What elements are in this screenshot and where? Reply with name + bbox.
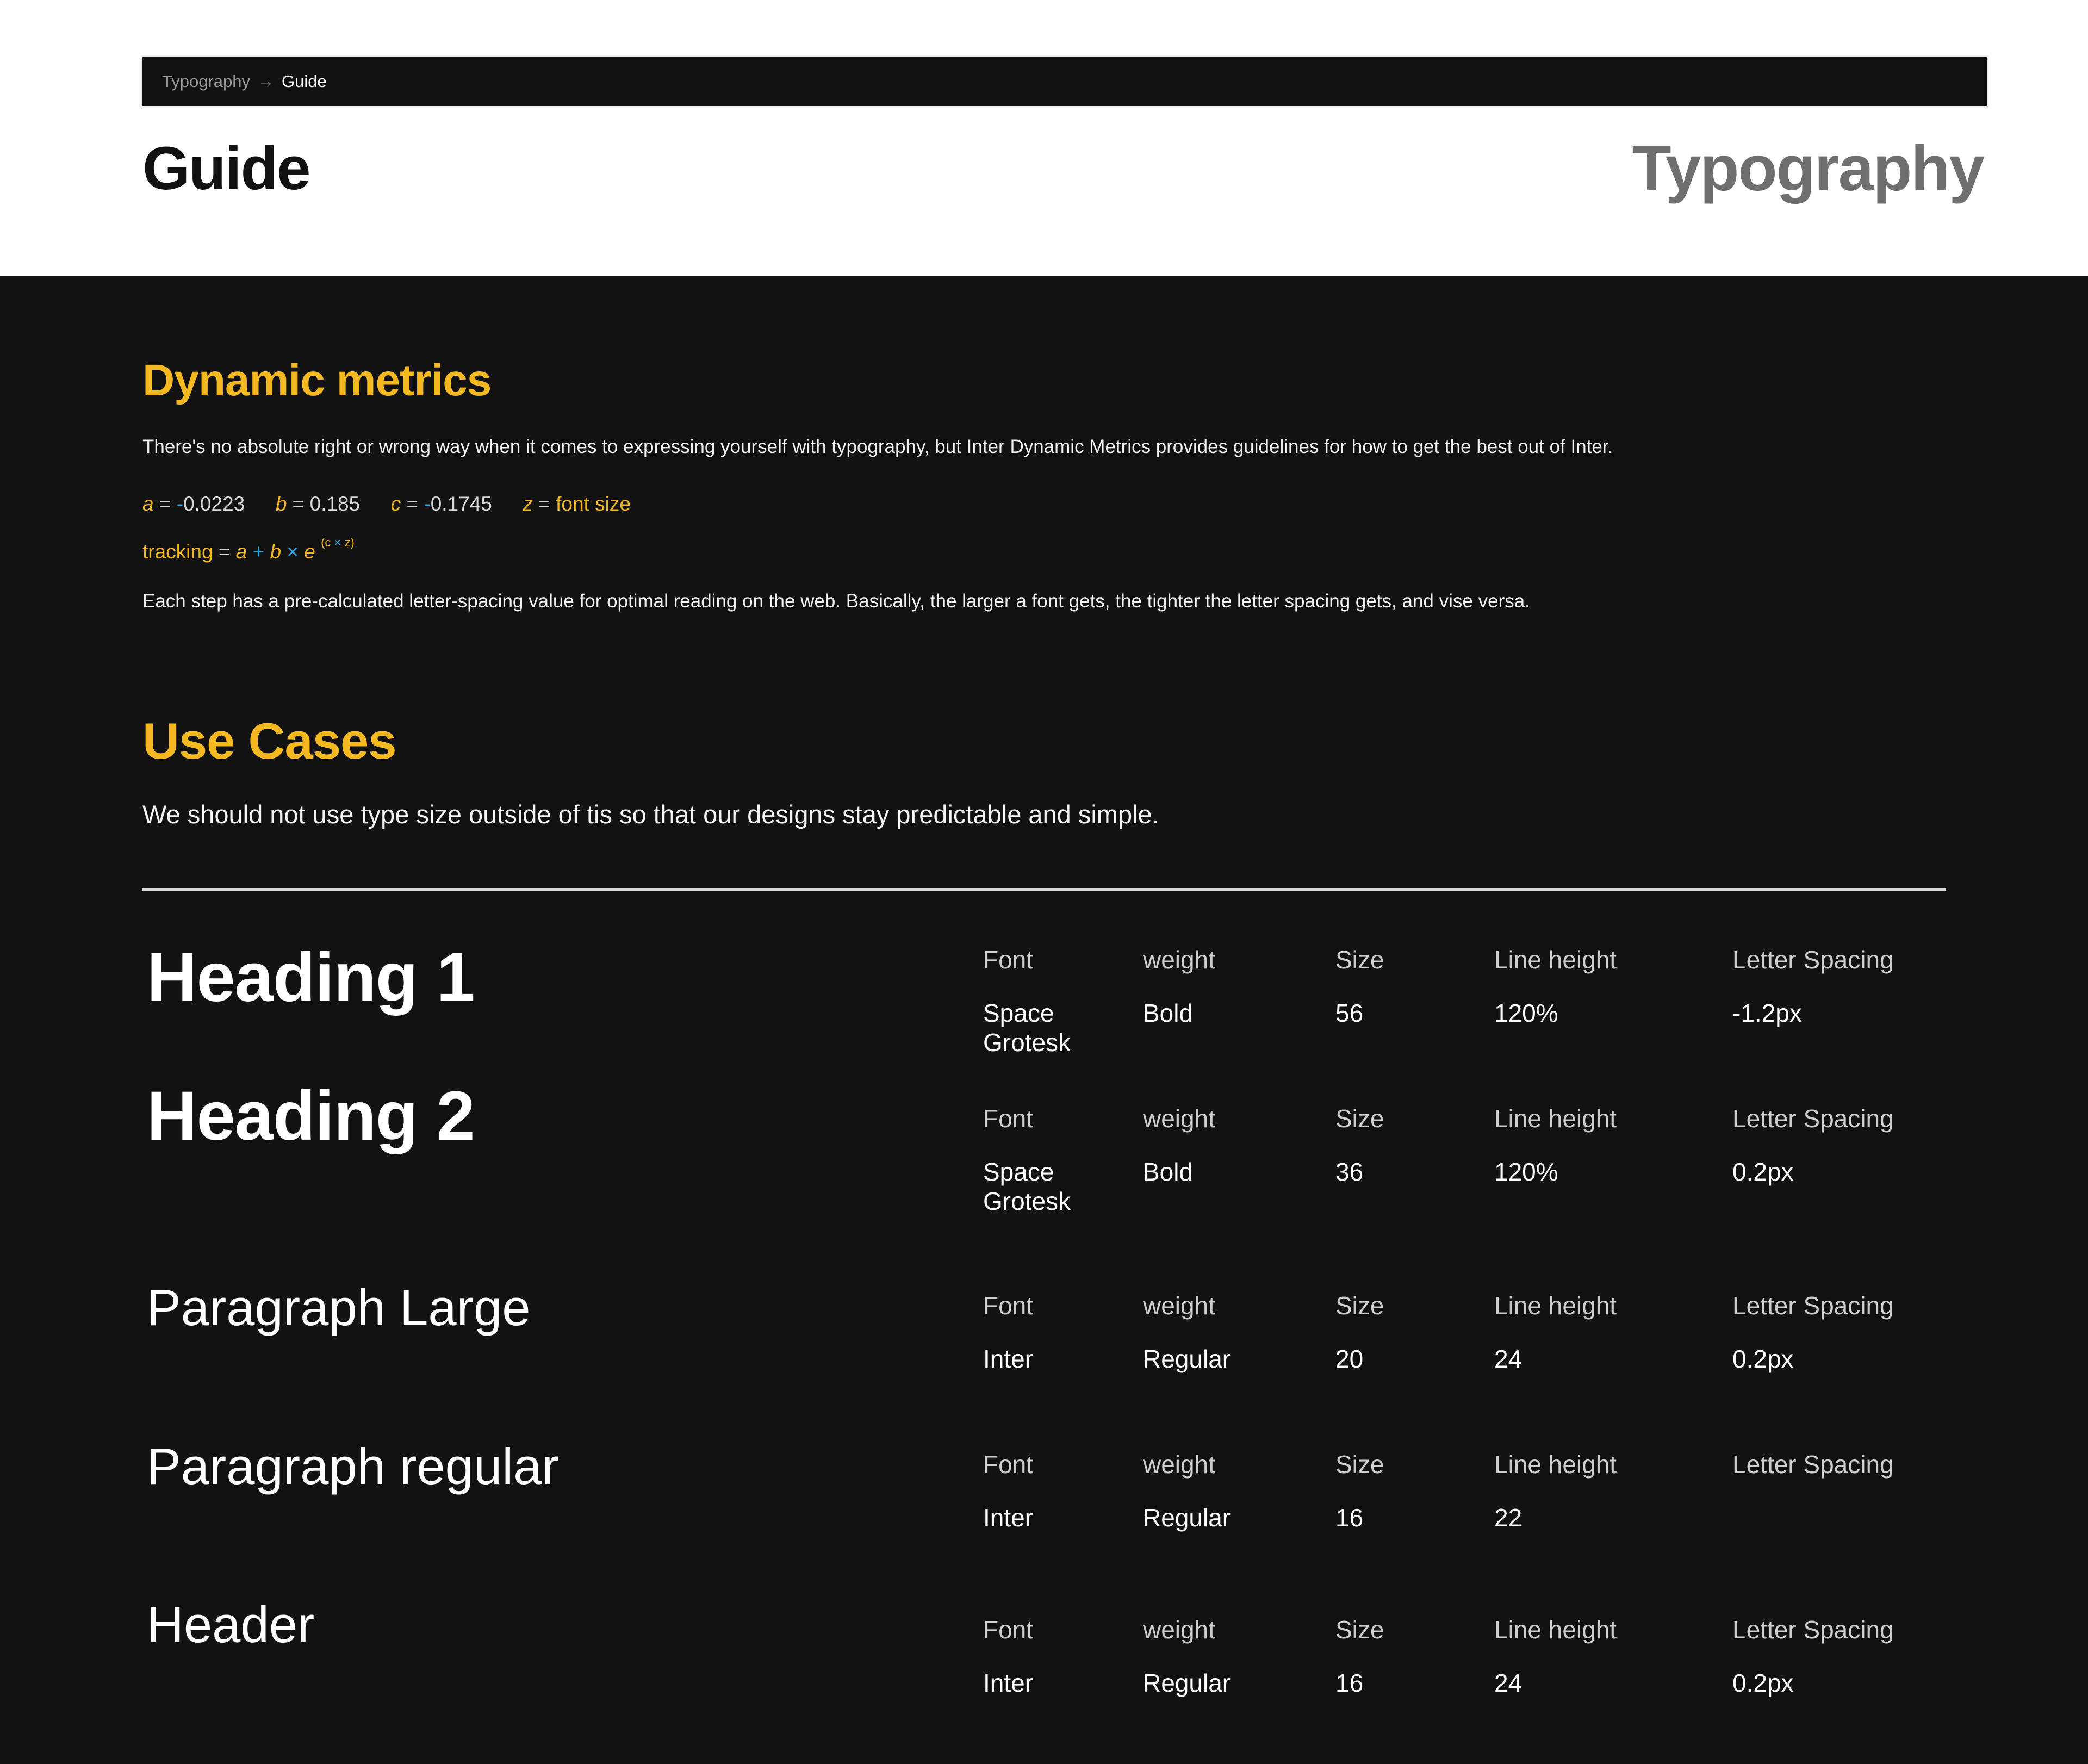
type-sample: Paragraph regular [147,1438,559,1495]
column-label-letter-spacing: Letter Spacing [1732,1616,1894,1644]
formula-value-b: 0.185 [309,493,361,515]
column-label-line-height: Line height [1494,1616,1617,1644]
breadcrumb-current: Guide [282,72,327,91]
formula-constants [142,492,631,517]
formula-value-c: 0.1745 [430,493,492,515]
formula-term-a: a [235,541,247,563]
column-label-font: Font [983,1104,1034,1133]
column-label-font: Font [983,1450,1034,1479]
value-line-height: 24 [1494,1669,1522,1697]
formula-exponent [321,536,355,549]
formula-value-z: font size [556,493,631,515]
value-font: Inter [983,1345,1034,1373]
column-label-weight: weight [1143,1104,1215,1133]
value-font: Space Grotesk [983,999,1071,1057]
exponent-times: × [334,536,341,549]
column-label-size: Size [1335,1450,1384,1479]
value-font: Inter [983,1504,1034,1532]
exponent-close: z) [344,536,355,549]
formula-equals: = [538,493,550,515]
column-label-size: Size [1335,1291,1384,1320]
formula-var-b: b [275,493,287,515]
column-label-line-height: Line height [1494,946,1617,974]
type-sample: Paragraph Large [147,1279,531,1336]
formula-minus: - [176,493,184,515]
value-size: 16 [1335,1504,1364,1532]
value-letter-spacing: 0.2px [1732,1158,1794,1186]
type-sample: Heading 2 [147,1077,475,1155]
value-weight: Regular [1143,1345,1231,1373]
value-line-height: 24 [1494,1345,1522,1373]
formula-minus: - [424,493,431,515]
column-label-weight: weight [1143,1616,1215,1644]
column-label-size: Size [1335,946,1384,974]
column-label-line-height: Line height [1494,1104,1617,1133]
formula-term-e: e [304,541,315,563]
formula-equals: = [218,541,231,563]
page-header [0,0,2088,276]
formula-term-b: b [270,541,282,563]
value-letter-spacing: 0.2px [1732,1345,1794,1373]
column-label-letter-spacing: Letter Spacing [1732,1104,1894,1133]
main-content [0,276,2088,1764]
column-label-font: Font [983,1616,1034,1644]
column-label-font: Font [983,1291,1034,1320]
column-label-line-height: Line height [1494,1450,1617,1479]
value-letter-spacing: 0.2px [1732,1669,1794,1697]
formula-tracking-label: tracking [142,541,213,563]
use-cases-title: Use Cases [142,712,396,769]
column-label-weight: weight [1143,946,1215,974]
value-weight: Regular [1143,1669,1231,1697]
value-font: Space Grotesk [983,1158,1071,1215]
formula-equals: = [292,493,304,515]
formula-plus: + [252,541,265,563]
column-label-size: Size [1335,1616,1384,1644]
formula-var-a: a [142,493,154,515]
value-weight: Bold [1143,999,1194,1027]
column-label-font: Font [983,946,1034,974]
formula-equals: = [159,493,171,515]
use-cases-description: We should not use type size outside of tis so that our designs stay predictable and simple. [142,800,1159,829]
column-label-line-height: Line height [1494,1291,1617,1320]
value-line-height: 22 [1494,1504,1522,1532]
value-letter-spacing: -1.2px [1732,999,1802,1027]
section-title: Typography [1632,133,1984,204]
type-sample: Heading 1 [147,939,475,1016]
formula-equals: = [406,493,419,515]
value-line-height: 120% [1494,999,1558,1027]
value-line-height: 120% [1494,1158,1558,1186]
formula-var-c: c [390,493,401,515]
value-weight: Regular [1143,1504,1231,1532]
dynamic-metrics-intro: There's no absolute right or wrong way when it comes to expressing yourself with typography, but Inter Dynamic Metrics provides guidelines for how to get the best out of Inter. [142,436,1613,457]
divider [142,888,1946,891]
column-label-letter-spacing: Letter Spacing [1732,946,1894,974]
dynamic-metrics-title: Dynamic metrics [142,356,492,405]
type-sample: Header [147,1596,315,1653]
value-size: 16 [1335,1669,1364,1697]
formula-var-z: z [523,493,533,515]
breadcrumb-link-typography[interactable]: Typography [162,72,250,91]
column-label-letter-spacing: Letter Spacing [1732,1291,1894,1320]
exponent-open: (c [321,536,331,549]
value-size: 56 [1335,999,1364,1027]
page-title: Guide [142,134,310,202]
dynamic-metrics-note: Each step has a pre-calculated letter-spacing value for optimal reading on the web. Basically, the larger a font gets, the tighter the letter spacing gets, and vise versa. [142,591,1530,612]
arrow-right-icon: → [258,72,274,90]
formula-times: × [287,541,299,563]
formula-tracking [142,530,355,564]
value-size: 36 [1335,1158,1364,1186]
value-weight: Bold [1143,1158,1194,1186]
breadcrumb [142,57,1987,106]
column-label-letter-spacing: Letter Spacing [1732,1450,1894,1479]
value-size: 20 [1335,1345,1364,1373]
column-label-weight: weight [1143,1291,1215,1320]
value-font: Inter [983,1669,1034,1697]
formula-value-a: 0.0223 [183,493,245,515]
column-label-size: Size [1335,1104,1384,1133]
column-label-weight: weight [1143,1450,1215,1479]
